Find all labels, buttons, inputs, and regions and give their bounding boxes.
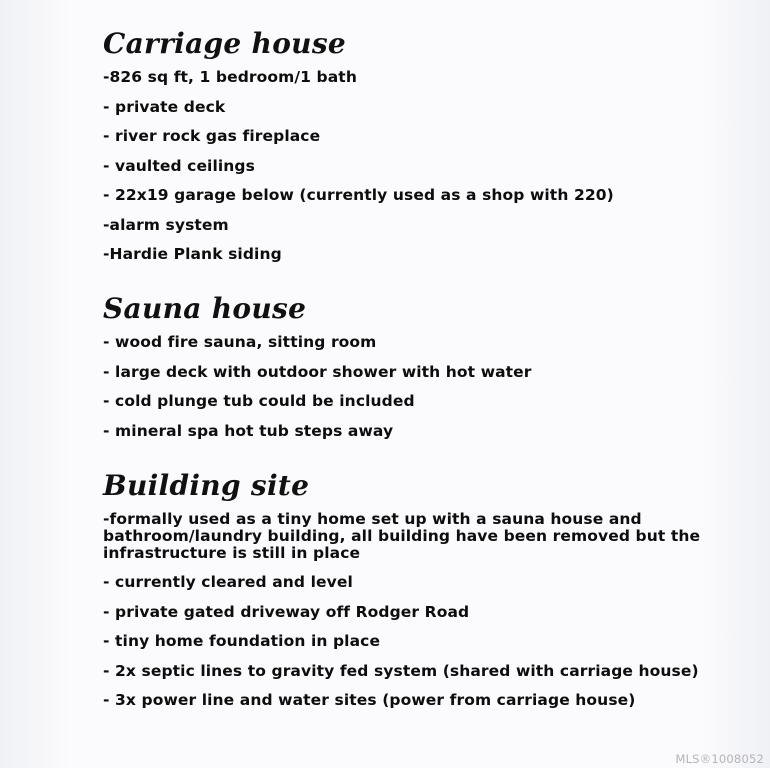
list-item: -formally used as a tiny home set up with a sauna house and bathroom/laundry building, all building have been removed but the infrastructure is still in place xyxy=(103,510,701,562)
list-item: - cold plunge tub could be included xyxy=(103,392,415,410)
section-heading: Building site xyxy=(103,469,310,502)
list-item: - private gated driveway off Rodger Road xyxy=(103,602,470,621)
list-item: -alarm system xyxy=(103,215,229,234)
section-heading: Carriage house xyxy=(103,27,347,60)
list-item: - 2x septic lines to gravity fed system (shared with carriage house) xyxy=(103,661,699,680)
list-item: - vaulted ceilings xyxy=(103,156,255,175)
list-item: - 3x power line and water sites (power from carriage house) xyxy=(103,691,636,709)
page-shade-right xyxy=(700,0,770,768)
mls-watermark: MLS®1008052 xyxy=(675,752,764,766)
list-item: - mineral spa hot tub steps away xyxy=(103,421,394,440)
list-item: - currently cleared and level xyxy=(103,573,353,591)
section-sauna-house xyxy=(103,291,532,452)
section-building-site xyxy=(103,468,703,722)
list-item: - wood fire sauna, sitting room xyxy=(103,333,377,351)
section-carriage-house xyxy=(103,26,614,276)
list-item: - tiny home foundation in place xyxy=(103,632,381,650)
list-item: -826 sq ft, 1 bedroom/1 bath xyxy=(103,68,357,86)
list-item: - large deck with outdoor shower with hot water xyxy=(103,362,532,381)
list-item: -Hardie Plank siding xyxy=(103,245,282,263)
page-shade-left xyxy=(0,0,70,768)
list-item: - private deck xyxy=(103,97,226,116)
list-item: - 22x19 garage below (currently used as a shop with 220) xyxy=(103,186,614,204)
section-heading: Sauna house xyxy=(103,292,307,325)
list-item: - river rock gas fireplace xyxy=(103,127,321,145)
